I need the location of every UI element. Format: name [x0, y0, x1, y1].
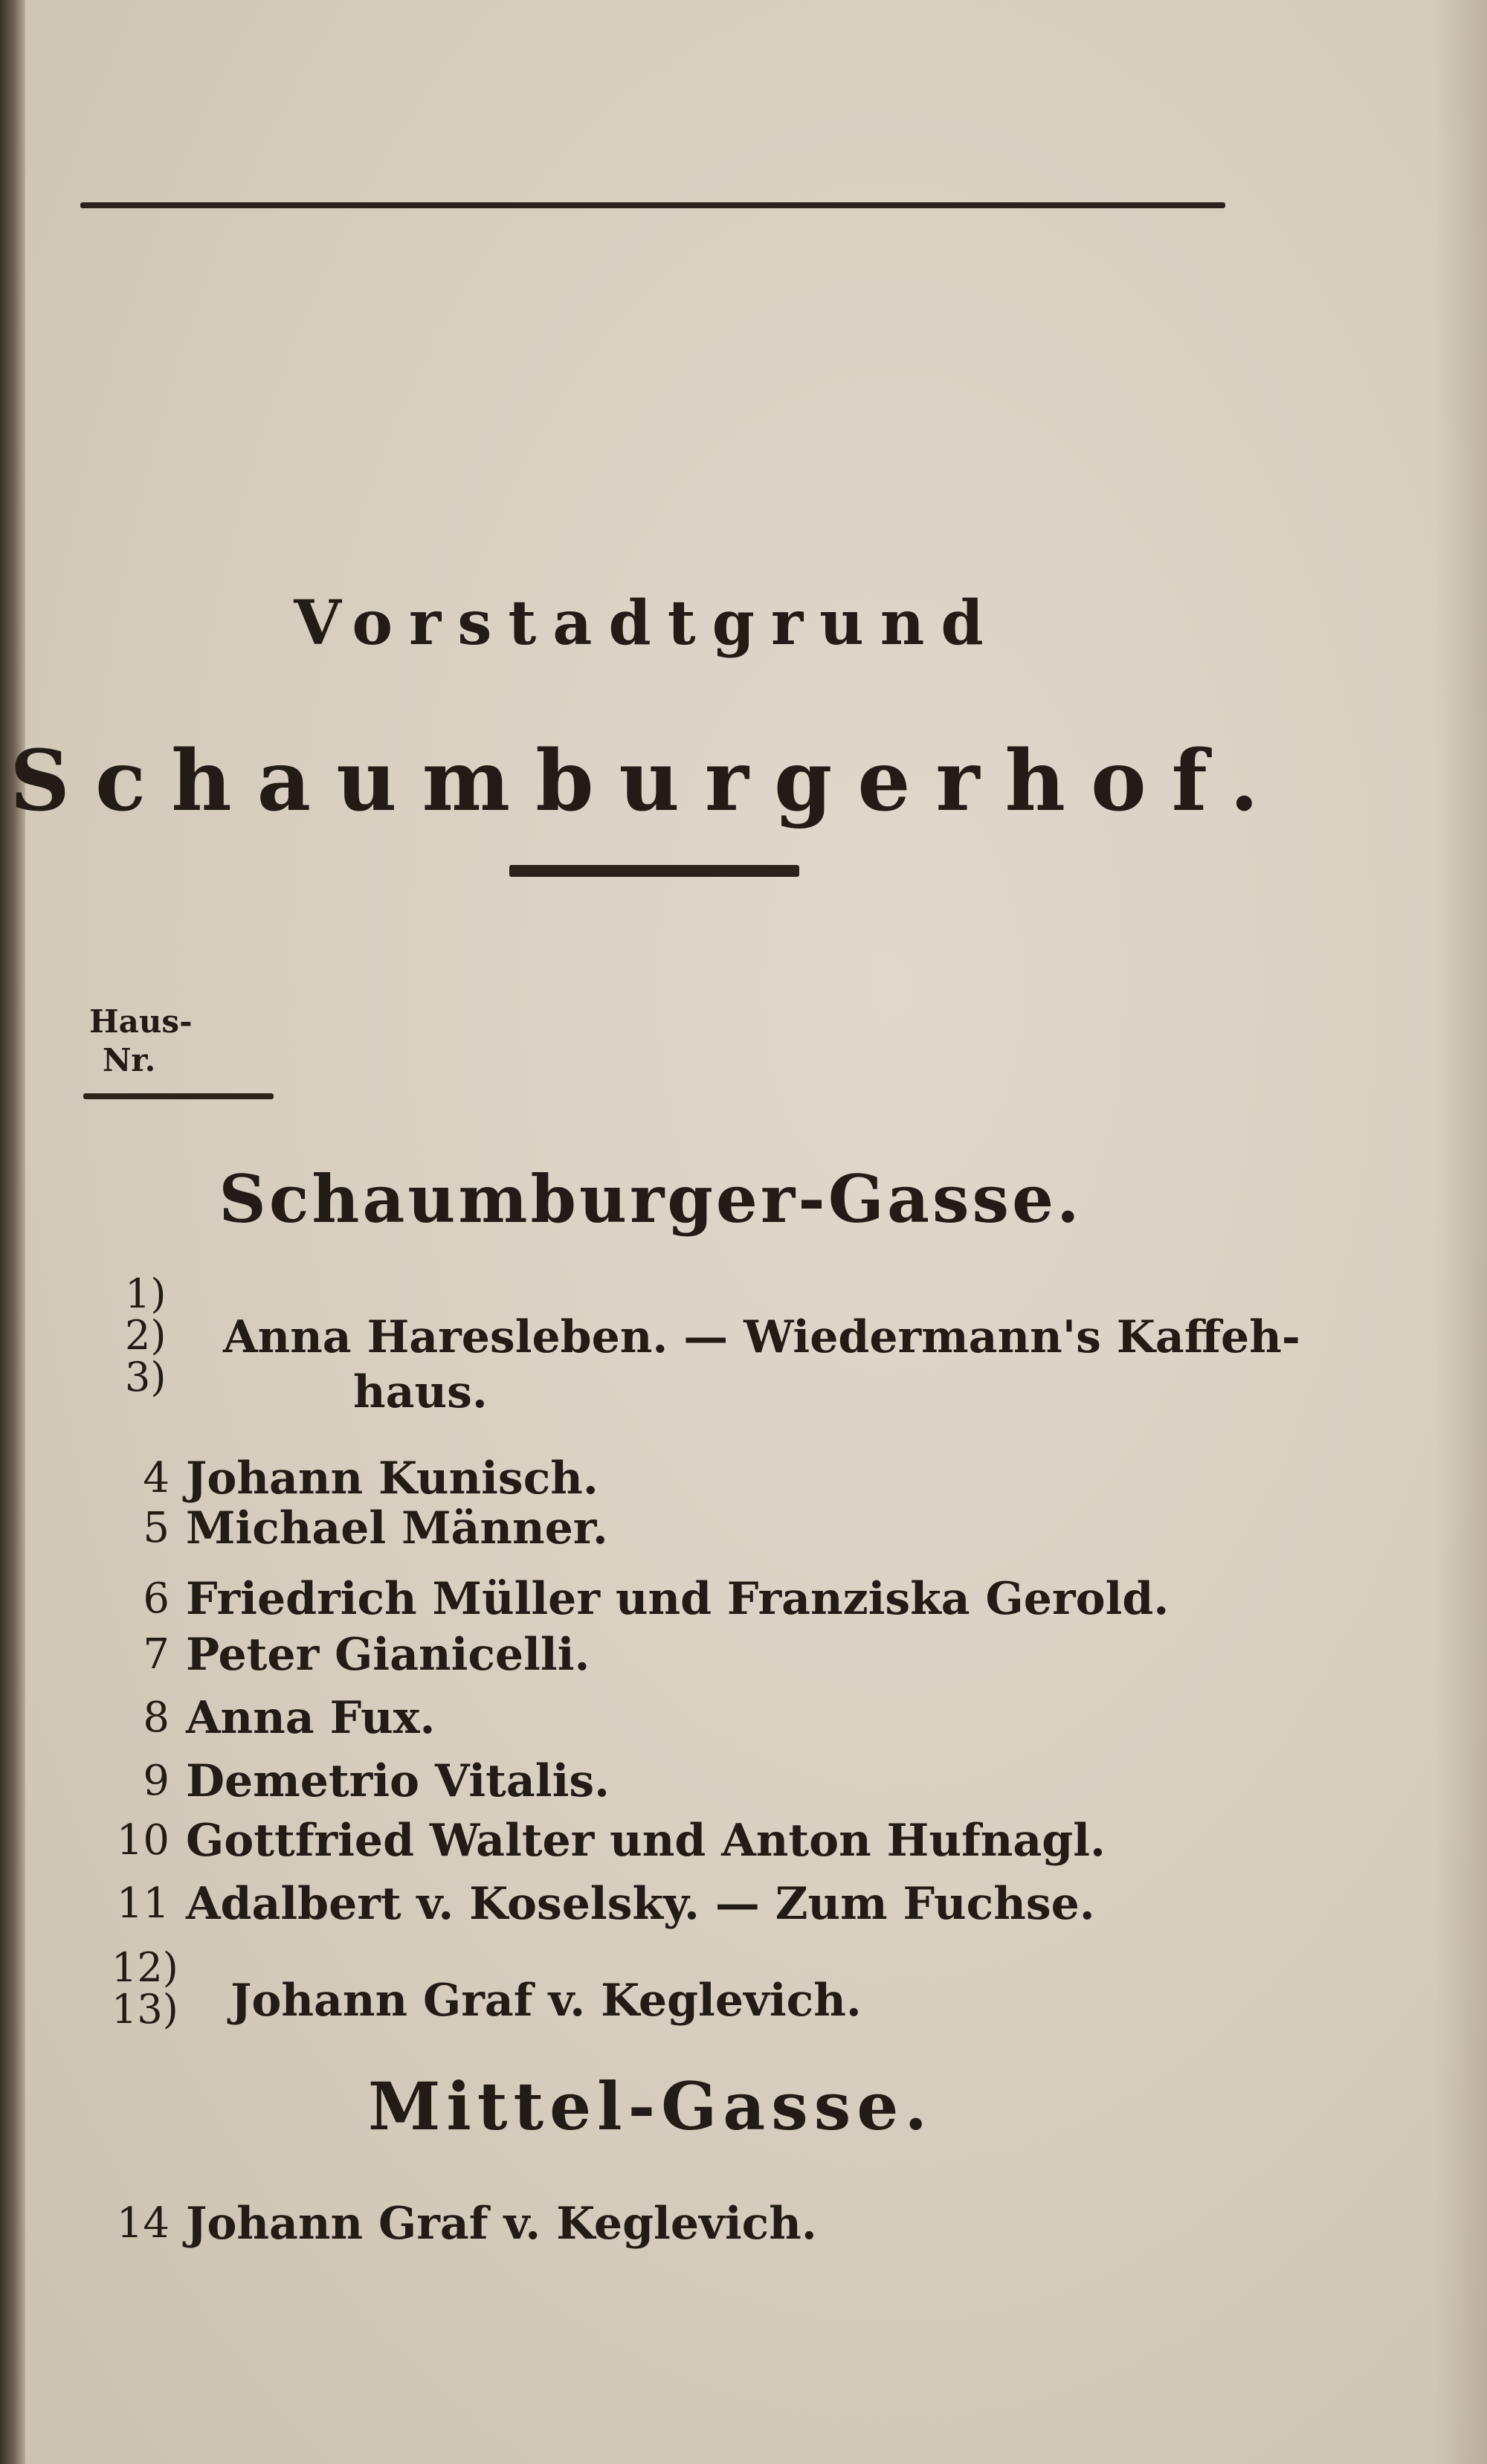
house-number: 9 [143, 1757, 170, 1805]
entry-name: Anna Haresleben. — Wiedermann's Kaffeh- [223, 1311, 1300, 1363]
house-number: 6 [143, 1574, 170, 1623]
entry-name: Johann Kunisch. [186, 1453, 599, 1505]
house-number: 11 [116, 1879, 170, 1928]
heading-rule [509, 865, 799, 877]
entry-name: Johann Graf v. Keglevich. [230, 1975, 862, 2027]
house-number: 8 [143, 1693, 170, 1742]
district-heading-line2: Schaumburgerhof. [10, 733, 1284, 830]
entry-name: Adalbert v. Koselsky. — Zum Fuchse. [186, 1878, 1095, 1930]
house-number: 14 [116, 2199, 170, 2248]
house-number: 5 [143, 1504, 170, 1552]
house-number: 12) [112, 1944, 178, 1991]
list-item [0, 1811, 1301, 1870]
entry-name: Peter Gianicelli. [186, 1629, 590, 1681]
list-item [0, 1874, 1301, 1934]
list-item [0, 1625, 1301, 1685]
list-item [0, 1499, 1301, 1558]
house-number: 1) [125, 1270, 167, 1317]
house-number-group [125, 1270, 167, 1400]
street-heading: Schaumburger-Gasse. [219, 1160, 1083, 1238]
list-item [0, 1688, 1301, 1748]
list-item [0, 1752, 1301, 1811]
house-number-group [112, 1944, 178, 2033]
house-number: 3) [125, 1354, 167, 1400]
page-edge-shadow [1435, 0, 1487, 2464]
column-header-line2: Nr. [103, 1042, 156, 1078]
list-item [0, 2194, 1301, 2254]
entry-name: Johann Graf v. Keglevich. [186, 2198, 817, 2250]
entry-name: Michael Männer. [186, 1502, 608, 1554]
entry-name: Demetrio Vitalis. [186, 1755, 610, 1807]
street-heading: Mittel-Gasse. [368, 2068, 933, 2145]
entry-name-continuation: haus. [353, 1366, 488, 1418]
house-number: 7 [143, 1630, 170, 1679]
entry-name: Friedrich Müller und Franziska Gerold. [186, 1573, 1170, 1625]
entry-name: Gottfried Walter und Anton Hufnagl. [186, 1815, 1106, 1867]
house-number: 4 [143, 1454, 170, 1502]
column-header-line1: Haus- [89, 1003, 193, 1040]
house-number-column-header [89, 1003, 193, 1080]
list-item [0, 1569, 1301, 1629]
house-number: 2) [125, 1312, 167, 1359]
district-heading-line1: Vorstadtgrund [294, 588, 1000, 659]
column-header-rule [83, 1093, 274, 1099]
house-number: 10 [116, 1816, 170, 1865]
house-number: 13) [112, 1986, 178, 2033]
top-rule [80, 202, 1225, 208]
entry-name: Anna Fux. [186, 1692, 436, 1744]
